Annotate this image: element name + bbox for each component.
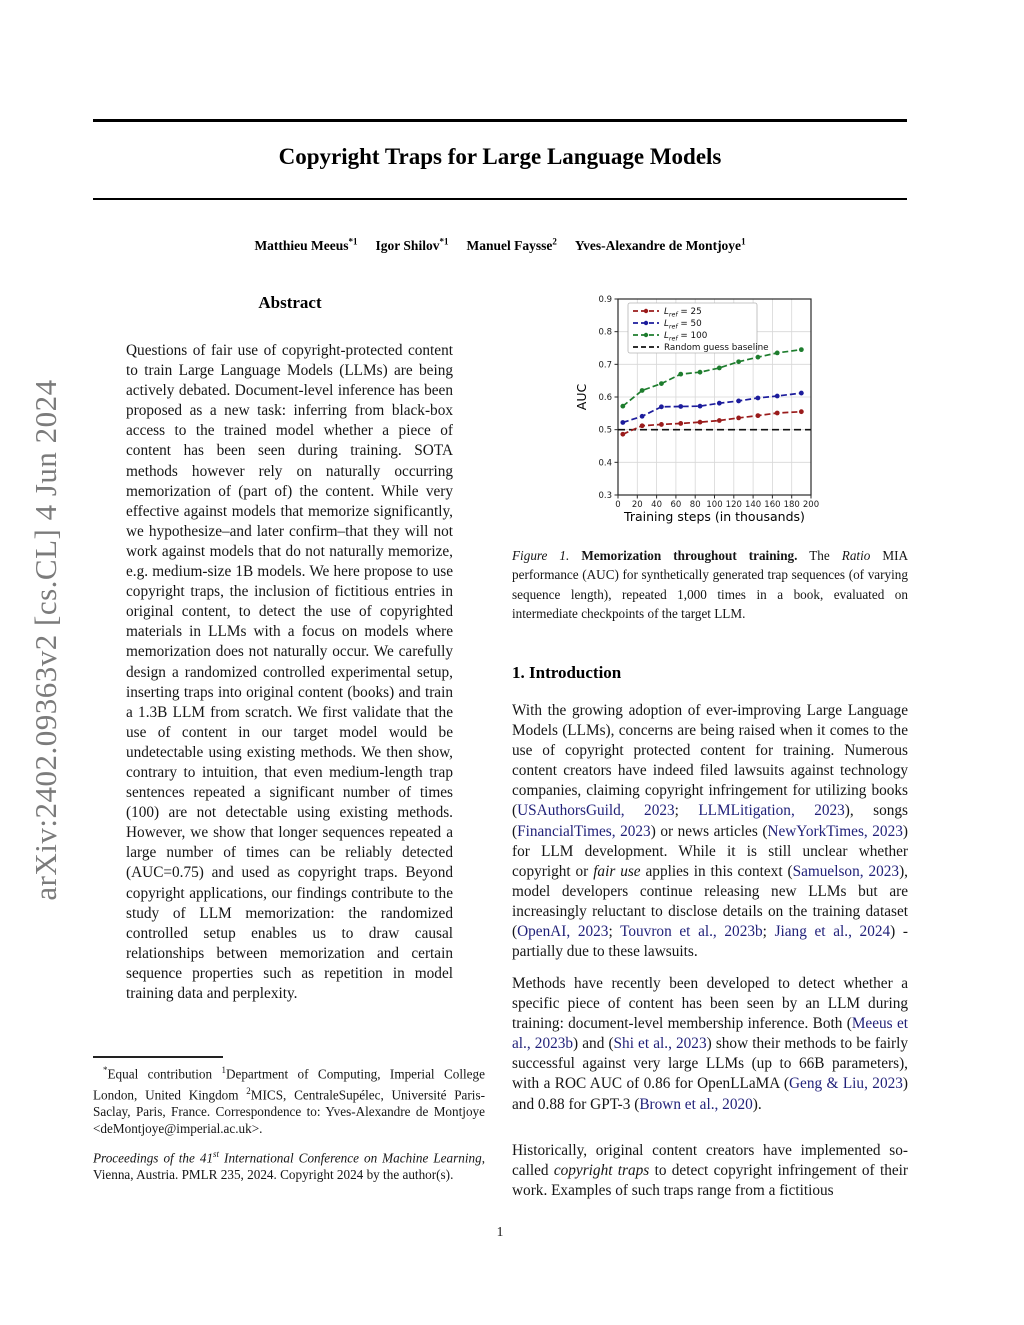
footnote-affiliations [93,1062,485,1137]
section-heading-introduction: 1. Introduction [512,663,622,682]
text-segment: ) and ( [573,1035,614,1053]
citation-link[interactable]: Touvron et al., 2023b [620,923,763,941]
abstract-text: Questions of fair use of copyright-protected content to train Large Language Models (LLMs) are being actively debated. Document-level inference has been proposed as a new task: inferring from black-box access to the trained model whether a piece of content has been seen during training. SOTA methods however rely on naturally occurring memorization of (part of) the content. While very effective against models that memorize significantly, we hypothesize–and later confirm–that they will not work against models that do not naturally memorize, e.g. medium-size 1B models. We here propose to use copyright traps, the inclusion of fictitious entries in original content, to detect the use of copyrighted materials in LLMs with a focus on models where memorization does not naturally occur. We carefully design a randomized controlled experimental setup, inserting traps into original content (books) and train a 1.3B LLM from scratch. We first validate that the use of content in our target model would be undetectable using existing methods. We then show, contrary to intuition, that even medium-length trap sentences repeated a significant number of times (100) are not detectable using existing methods. However, we show that longer sequences repeated a large number of times can be reliably detected (AUC=0.75) and used as copyright traps. Beyond copyright applications, our findings contribute to the study of LLM memorization: the randomized controlled setup enables us to draw causal relationships between memorization and certain sequence properties such as repetition in model training data and perplexity. [126,342,453,1002]
svg-text:0.9: 0.9 [598,295,612,305]
series-line-3 [620,347,803,408]
intro-paragraph-3 [512,1141,908,1201]
citation-link[interactable]: FinancialTimes, 2023 [517,822,651,840]
svg-text:160: 160 [764,500,781,510]
text-segment: * [103,1065,108,1075]
text-segment: Methods have recently been developed to detect whether a specific piece of content has been seen by an LLM during training: document-level membership inference. Both ( [512,975,908,1033]
intro-paragraph-1 [512,701,908,962]
author-name: Manuel Faysse$^2$ [466,236,557,253]
svg-text:120: 120 [725,500,742,510]
top-rule [93,119,907,122]
citation-link[interactable]: Brown et al., 2020 [639,1095,753,1113]
citation-link[interactable]: Meeus et al., 2023b [512,1015,908,1053]
text-segment: ), model developers continue releasing new LLMs but are increasingly reluctant to disclose details on the training dataset ( [512,862,908,941]
proceedings-note [93,1146,485,1184]
citation-link[interactable]: Geng & Liu, 2023 [788,1075,903,1093]
svg-text:20: 20 [631,500,643,510]
figure-caption [512,546,908,623]
text-segment: ), songs ( [512,802,908,840]
text-segment: 1 [221,1065,226,1075]
text-segment: applies in this context ( [640,862,793,880]
svg-text:0.7: 0.7 [598,360,612,371]
text-segment: copyright traps [553,1162,650,1180]
authors-line [93,236,907,254]
text-segment: ) and 0.88 for GPT-3 ( [512,1075,908,1113]
arxiv-watermark: arXiv:2402.09363v2 [cs.CL] 4 Jun 2024 [28,379,63,901]
text-segment [569,548,581,563]
author-name: Matthieu Meeus$^{*1}$ [254,236,358,253]
series-line-1 [620,409,803,436]
citation-link[interactable]: Jiang et al., 2024 [774,923,891,941]
page-number: 1 [496,1224,504,1239]
text-segment: ) show their methods to be fairly successful against very large LLMs (up to 66B parameters), with a ROC AUC of 0.86 for OpenLLaMA ( [512,1035,908,1093]
citation-link[interactable]: USAuthorsGuild, 2023 [517,802,675,820]
text-segment: Department of Computing, Imperial College London, United Kingdom [93,1066,485,1103]
x-axis-label: Training steps (in thousands) [624,509,805,524]
citation-link[interactable]: Shi et al., 2023 [613,1035,707,1053]
text-segment: ; [762,923,775,941]
svg-text:180: 180 [783,500,800,510]
text-segment: Memorization throughout training. [581,548,798,563]
svg-text:0.4: 0.4 [598,458,612,469]
y-axis-label: AUC [574,383,589,411]
figure-1-chart [573,289,918,541]
svg-text:0.6: 0.6 [598,393,612,403]
text-segment: Historically, original content creators have implemented so-called [512,1142,908,1180]
abstract-heading: Abstract [258,293,322,312]
svg-text:140: 140 [744,500,762,510]
text-segment: st [213,1149,220,1159]
citation-link[interactable]: Samuelson, 2023 [792,862,900,880]
text-segment: ; [674,802,699,820]
svg-text:200: 200 [802,500,820,510]
svg-text:0.3: 0.3 [598,491,612,501]
text-segment: Equal contribution [107,1066,222,1082]
text-segment: The [797,548,842,563]
svg-text:0.8: 0.8 [598,327,612,338]
text-segment: to detect copyright infringement of their work. Examples of such traps range from a fictitious [512,1162,908,1200]
text-segment: ) for LLM development. While it is still unclear whether copyright or [512,822,908,880]
text-segment: International Conference on Machine Learning [219,1150,482,1166]
text-segment: ) - partially due to these lawsuits. [512,923,908,961]
svg-text:0.5: 0.5 [598,425,612,436]
intro-paragraph-2 [512,974,908,1115]
svg-text:40: 40 [651,500,663,510]
text-segment: ; [608,923,621,941]
svg-text:Lref = 50: $L_{ref} = 50$ [664,319,702,331]
author-name: Yves-Alexandre de Montjoye$^1$ [574,236,746,253]
text-segment: , Vienna, Austria. PMLR 235, 2024. Copyright 2024 by the author(s). [93,1150,485,1182]
text-segment: With the growing adoption of ever-improving Large Language Models (LLMs), concerns are being raised when it comes to the use of copyright protected content for training. Numerous content creators have indeed filed lawsuits against technology companies, claiming copyright infringement for utilizing books ( [512,702,908,820]
series-line-2 [620,391,803,425]
author-name: Igor Shilov$^{*1}$ [375,236,449,253]
svg-text:0: 0 [615,500,621,510]
citation-link[interactable]: LLMLitigation, 2023 [698,802,845,820]
text-segment: 2 [246,1085,251,1096]
footnote-divider [93,1056,223,1058]
chart-legend [628,303,769,353]
text-segment: MIA performance (AUC) for synthetically generated trap sequences (of varying sequence length), repeated 1,000 times in a book, evaluated on intermediate checkpoints of the target LLM. [512,548,909,621]
svg-text:Lref = 100: $L_{ref} = 100$ [664,331,708,343]
text-segment: fair use [593,862,641,880]
svg-text:60: 60 [670,500,682,510]
svg-text:Lref = 25: $L_{ref} = 25$ [664,307,702,319]
title-bottom-rule [93,198,907,200]
citation-link[interactable]: NewYorkTimes, 2023 [767,822,903,840]
text-segment: MICS, CentraleSupélec, Université Paris-Saclay, Paris, France. Correspondence to: Yves-Alexandre de Montjoye <deMontjoye@imperial.ac.uk>. [93,1087,485,1136]
text-segment: ). [752,1095,762,1113]
text-segment: Figure 1. [512,548,570,563]
citation-link[interactable]: OpenAI, 2023 [517,923,609,941]
text-segment: ) or news articles ( [650,822,768,840]
svg-text:Random guess baseline: Random guess baseline [664,343,769,353]
text-segment: Proceedings of the 41 [93,1150,214,1166]
text-segment: Ratio [841,548,871,563]
svg-text:100: 100 [706,500,723,510]
svg-text:80: 80 [689,500,701,510]
paper-title: Copyright Traps for Large Language Models [278,144,722,169]
